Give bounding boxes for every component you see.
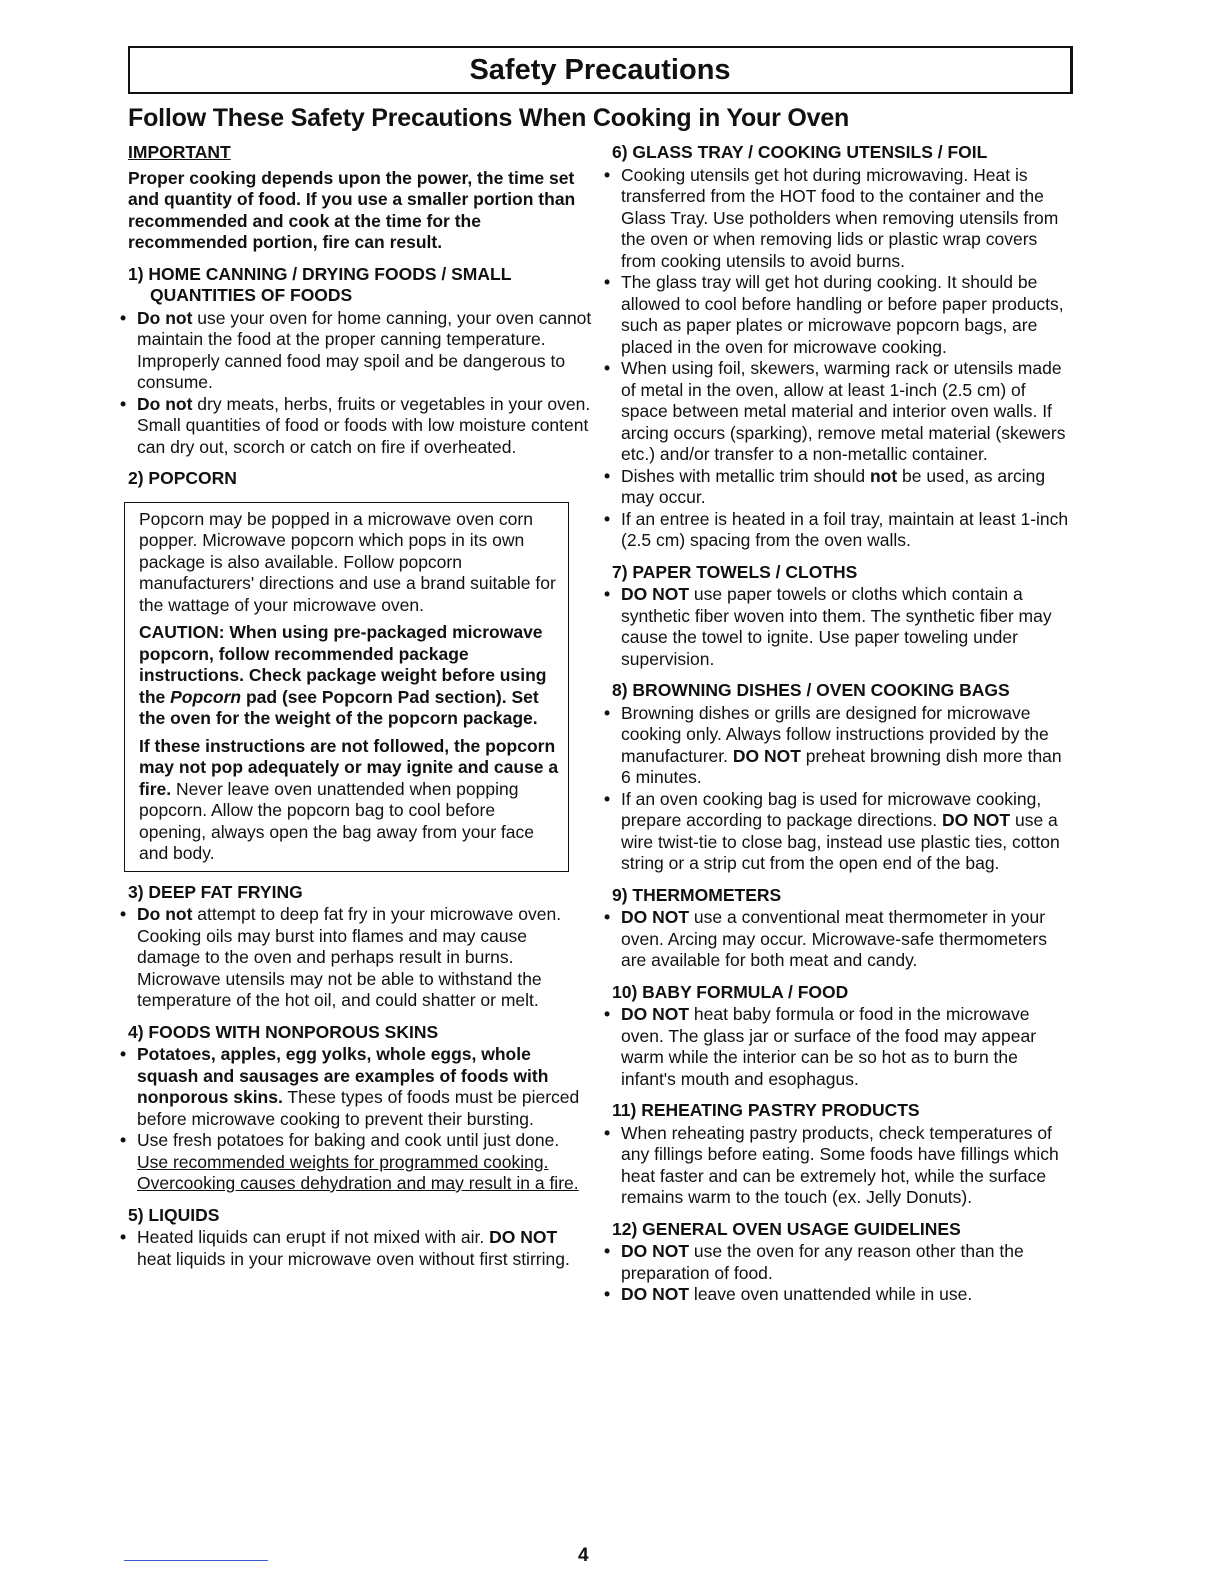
popcorn-paragraph: Popcorn may be popped in a microwave oven corn popper. Microwave popcorn which pops in its own package is also available. Follow popcorn manufacturers' directions and use a brand suitable for the wattage of your microwave oven.	[139, 508, 556, 615]
fire-warning-paragraph: If these instructions are not followed, the popcorn may not pop adequately or may ignite and cause a fire. Never leave oven unattended when popping popcorn. Allow the popcorn bag to cool before opening, always open the bag away from your face and body.	[139, 735, 559, 863]
section-heading: 3) DEEP FAT FRYING	[128, 881, 303, 902]
bullet-item: • Heated liquids can erupt if not mixed with air. DO NOT heat liquids in your microwave oven without first stirring.	[120, 1227, 595, 1270]
bullet-item: • Potatoes, apples, egg yolks, whole eggs, whole squash and sausages are examples of foods with nonporous skins. These types of foods must be pierced before microwave cooking to prevent their bursting.	[120, 1044, 595, 1130]
bullet-item: • Dishes with metallic trim should not be used, as arcing may occur.	[604, 466, 1074, 509]
section-glass-tray	[604, 142, 1074, 552]
bullet-item: • Do not dry meats, herbs, fruits or vegetables in your oven. Small quantities of food or foods with low moisture content can dry out, scorch or catch on fire if overheated.	[120, 394, 595, 459]
section-baby-formula	[604, 982, 1074, 1091]
section-heading: 9) THERMOMETERS	[612, 884, 782, 905]
footer-divider	[124, 1560, 268, 1561]
bullet-item: • DO NOT use paper towels or cloths which contain a synthetic fiber woven into them. The synthetic fiber may cause the towel to ignite. Use paper toweling under supervision.	[604, 584, 1074, 670]
page-title: Safety Precautions	[128, 46, 1073, 94]
section-heading: 4) FOODS WITH NONPOROUS SKINS	[128, 1021, 439, 1042]
bullet-item: • The glass tray will get hot during cooking. It should be allowed to cool before handling or before paper products, such as paper plates or microwave popcorn bags, are placed in the oven for microwave cooking.	[604, 272, 1074, 358]
bullet-item: • If an entree is heated in a foil tray, maintain at least 1-inch (2.5 cm) spacing from the oven walls.	[604, 509, 1074, 552]
bullet-item: • Cooking utensils get hot during microwaving. Heat is transferred from the HOT food to the container and the Glass Tray. Use potholders when removing utensils from the oven or when removing lids or plastic wrap covers from cooking utensils to avoid burns.	[604, 165, 1074, 273]
caution-paragraph: CAUTION: When using pre-packaged microwave popcorn, follow recommended package instructions. Check package weight before using the Popcorn pad (see Popcorn Pad section). Set the oven for the weight of the popcorn package.	[139, 622, 547, 728]
section-heading: 12) GENERAL OVEN USAGE GUIDELINES	[612, 1218, 961, 1239]
bullet-item: • Do not use your oven for home canning, your oven cannot maintain the food at the proper canning temperature. Improperly canned food may spoil and be dangerous to consume.	[120, 308, 595, 394]
important-heading: IMPORTANT	[128, 142, 231, 162]
section-thermometers	[604, 885, 1074, 972]
section-heading: 1) HOME CANNING / DRYING FOODS / SMALL QUANTITIES OF FOODS	[128, 263, 512, 305]
section-heading: 2) POPCORN	[128, 468, 237, 488]
popcorn-caution-box	[124, 502, 569, 872]
bullet-item: • DO NOT leave oven unattended while in use.	[604, 1284, 1074, 1306]
section-paper-towels	[604, 562, 1074, 671]
section-general-usage	[604, 1219, 1074, 1306]
section-deep-fat-frying	[120, 882, 595, 1012]
section-liquids	[120, 1205, 595, 1271]
section-home-canning	[120, 264, 595, 459]
section-heading: 10) BABY FORMULA / FOOD	[612, 981, 849, 1002]
section-pastry-products	[604, 1100, 1074, 1209]
bullet-item: • If an oven cooking bag is used for microwave cooking, prepare according to package directions. DO NOT use a wire twist-tie to close bag, instead use plastic ties, cotton string or a strip cut from the open end of the bag.	[604, 789, 1074, 875]
section-heading: 7) PAPER TOWELS / CLOTHS	[612, 561, 858, 582]
section-nonporous-skins	[120, 1022, 595, 1195]
right-column	[604, 142, 1074, 1316]
section-heading: 5) LIQUIDS	[128, 1204, 220, 1225]
page-number: 4	[578, 1545, 589, 1566]
bullet-item: • When reheating pastry products, check temperatures of any fillings before eating. Some foods have fillings which heat faster and can be extremely hot, while the surface remains warm to the touch (ex. Jelly Donuts).	[604, 1123, 1074, 1209]
section-heading: 6) GLASS TRAY / COOKING UTENSILS / FOIL	[612, 142, 988, 162]
bullet-item: • Browning dishes or grills are designed for microwave cooking only. Always follow instructions provided by the manufacturer. DO NOT preheat browning dish more than 6 minutes.	[604, 703, 1074, 789]
section-heading: 8) BROWNING DISHES / OVEN COOKING BAGS	[612, 680, 1010, 700]
bullet-item: • Use fresh potatoes for baking and cook until just done. Use recommended weights for programmed cooking. Overcooking causes dehydration and may result in a fire.	[120, 1130, 595, 1195]
bullet-item: • DO NOT use the oven for any reason other than the preparation of food.	[604, 1241, 1074, 1284]
section-heading: 11) REHEATING PASTRY PRODUCTS	[612, 1100, 920, 1120]
bullet-item: • When using foil, skewers, warming rack or utensils made of metal in the oven, allow at least 1-inch (2.5 cm) of space between metal material and interior oven walls. If arcing occurs (sparking), remove metal material (skewers etc.) and/or transfer to a non-metallic container.	[604, 358, 1074, 466]
left-column	[120, 142, 595, 1280]
bullet-item: • DO NOT use a conventional meat thermometer in your oven. Arcing may occur. Microwave-safe thermometers are available for both meat and candy.	[604, 907, 1074, 972]
section-browning-dishes	[604, 680, 1074, 875]
section-popcorn	[120, 468, 595, 872]
bullet-item: • DO NOT heat baby formula or food in the microwave oven. The glass jar or surface of the food may appear warm while the interior can be so hot as to burn the infant's mouth and esophagus.	[604, 1004, 1074, 1090]
page-subtitle: Follow These Safety Precautions When Cooking in Your Oven	[128, 104, 850, 132]
important-text: Proper cooking depends upon the power, the time set and quantity of food. If you use a smaller portion than recommended and cook at the time for the recommended portion, fire can result.	[128, 167, 576, 252]
bullet-item: • Do not attempt to deep fat fry in your microwave oven. Cooking oils may burst into flames and may cause damage to the oven and perhaps result in burns. Microwave utensils may not be able to withstand the temperature of the hot oil, and could shatter or melt.	[120, 904, 595, 1012]
